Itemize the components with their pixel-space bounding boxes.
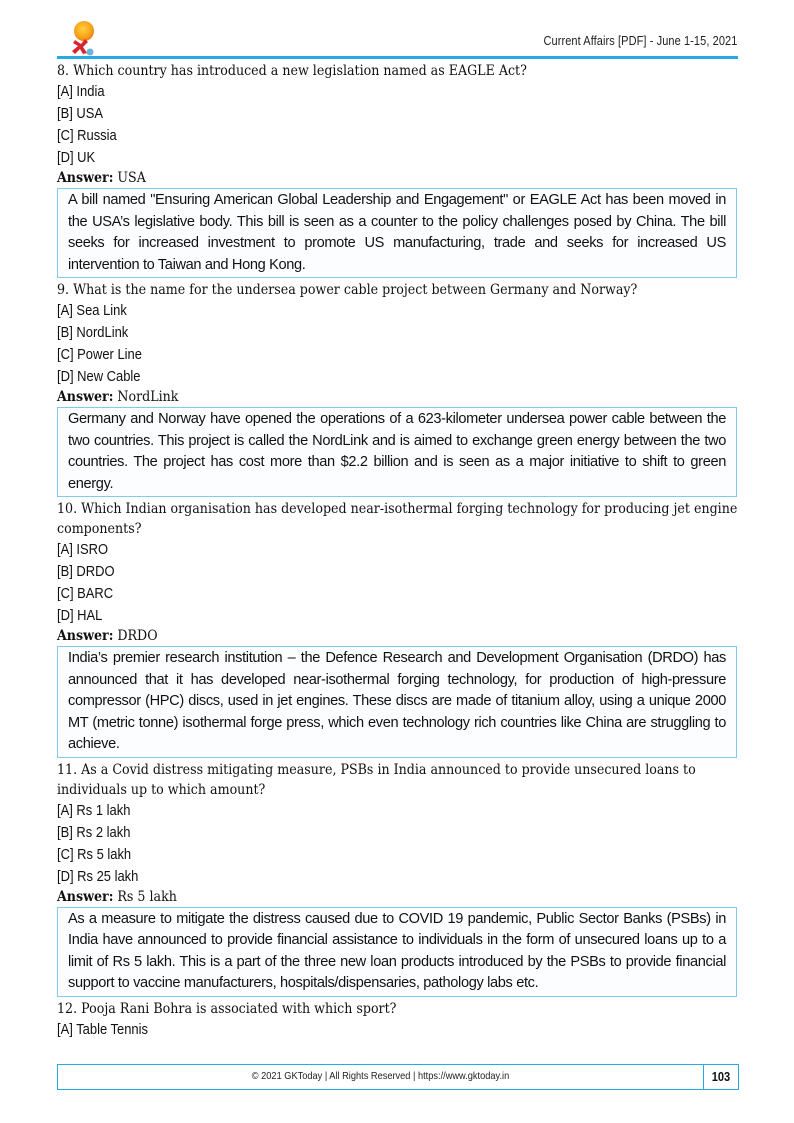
explanation-box bbox=[57, 646, 737, 758]
answer-value: Rs 5 lakh bbox=[113, 888, 177, 905]
option-a: [A] Rs 1 lakh bbox=[57, 802, 131, 819]
option-d: [D] HAL bbox=[57, 608, 103, 624]
explanation-text: Germany and Norway have opened the operations of a 623-kilometer undersea power cable between the two countries. This project is called the NordLink and is aimed to exchange green energy between the two countries. The project has cost more than $2.2 billion and is seen as a major initiative to shift to green energy. bbox=[68, 411, 726, 492]
option-d: [D] Rs 25 lakh bbox=[57, 868, 139, 885]
explanation-box bbox=[57, 188, 737, 278]
page-number: 103 bbox=[711, 1069, 731, 1084]
answer-value: USA bbox=[113, 170, 146, 186]
option-c: [C] Rs 5 lakh bbox=[57, 846, 132, 863]
header-divider bbox=[57, 56, 738, 59]
answer-line bbox=[57, 388, 689, 407]
option-b: [B] Rs 2 lakh bbox=[57, 824, 131, 841]
answer-label: Answer: bbox=[57, 888, 114, 905]
answer-line bbox=[57, 627, 689, 646]
question-text: 12. Pooja Rani Bohra is associated with which sport? bbox=[57, 1000, 397, 1017]
page-footer bbox=[57, 1064, 739, 1090]
option-b: [B] NordLink bbox=[57, 325, 129, 341]
option-a: [A] Table Tennis bbox=[57, 1021, 148, 1038]
option-a: [A] Sea Link bbox=[57, 303, 127, 319]
answer-line bbox=[57, 888, 689, 907]
option-a: [A] India bbox=[57, 84, 105, 100]
option-c: [C] Russia bbox=[57, 128, 117, 144]
copyright-text: © 2021 GKToday | All Rights Reserved | https://www.gktoday.in bbox=[251, 1070, 510, 1082]
question-block bbox=[57, 499, 737, 758]
option-d: [D] New Cable bbox=[57, 369, 141, 385]
explanation-box bbox=[57, 907, 737, 997]
page-header bbox=[57, 18, 737, 58]
question-block bbox=[57, 760, 737, 997]
option-b: [B] USA bbox=[57, 106, 104, 122]
document-title: Current Affairs [PDF] - June 1-15, 2021 bbox=[543, 34, 737, 48]
question-block bbox=[57, 999, 737, 1041]
answer-line bbox=[57, 169, 689, 188]
question-text: 11. As a Covid distress mitigating measure, PSBs in India announced to provide unsecured loans to individuals up to which amount? bbox=[57, 761, 696, 798]
explanation-text: As a measure to mitigate the distress caused due to COVID 19 pandemic, Public Sector Banks (PSBs) in India have announced to provide financial assistance to individuals in the form of unsecured loans up to a limit of Rs 5 lakh. This is a part of the three new loan products introduced by the PSBs to provide financial support to vaccine manufacturers, hospitals/dispensaries, pathology labs etc. bbox=[68, 910, 726, 991]
footer-divider bbox=[703, 1065, 704, 1089]
answer-value: DRDO bbox=[113, 628, 158, 644]
question-text: 8. Which country has introduced a new legislation named as EAGLE Act? bbox=[57, 63, 527, 79]
answer-value: NordLink bbox=[113, 389, 179, 405]
explanation-text: A bill named "Ensuring American Global Leadership and Engagement" or EAGLE Act has been moved in the USA’s legislative body. This bill is seen as a counter to the policy challenges posed by China. The bill seeks for increased investment to promote US manufacturing, trade and seeks for increased US intervention to Taiwan and Hong Kong. bbox=[68, 192, 726, 273]
question-list bbox=[57, 61, 737, 1041]
option-a: [A] ISRO bbox=[57, 542, 109, 558]
option-b: [B] DRDO bbox=[57, 564, 115, 580]
option-d: [D] UK bbox=[57, 150, 96, 166]
answer-label: Answer: bbox=[57, 170, 114, 186]
answer-label: Answer: bbox=[57, 628, 114, 644]
option-c: [C] Power Line bbox=[57, 347, 142, 363]
question-block bbox=[57, 61, 737, 278]
explanation-text: India’s premier research institution – the Defence Research and Development Organisation (DRDO) has announced that it has developed near-isothermal forging technology, for production of high-pressure compressor (HPC) discs, used in jet engines. These discs are made of titanium alloy, using a unique 2000 MT (metric tonne) isothermal forge press, which even technology rich countries like China are struggling to achieve. bbox=[68, 650, 726, 752]
question-block bbox=[57, 280, 737, 497]
answer-label: Answer: bbox=[57, 389, 114, 405]
option-c: [C] BARC bbox=[57, 586, 114, 602]
question-text: 9. What is the name for the undersea power cable project between Germany and Norway? bbox=[57, 282, 638, 298]
question-text: 10. Which Indian organisation has developed near-isothermal forging technology for producing jet engine components? bbox=[57, 501, 738, 537]
gktoday-logo-icon bbox=[63, 20, 103, 58]
explanation-box bbox=[57, 407, 737, 497]
